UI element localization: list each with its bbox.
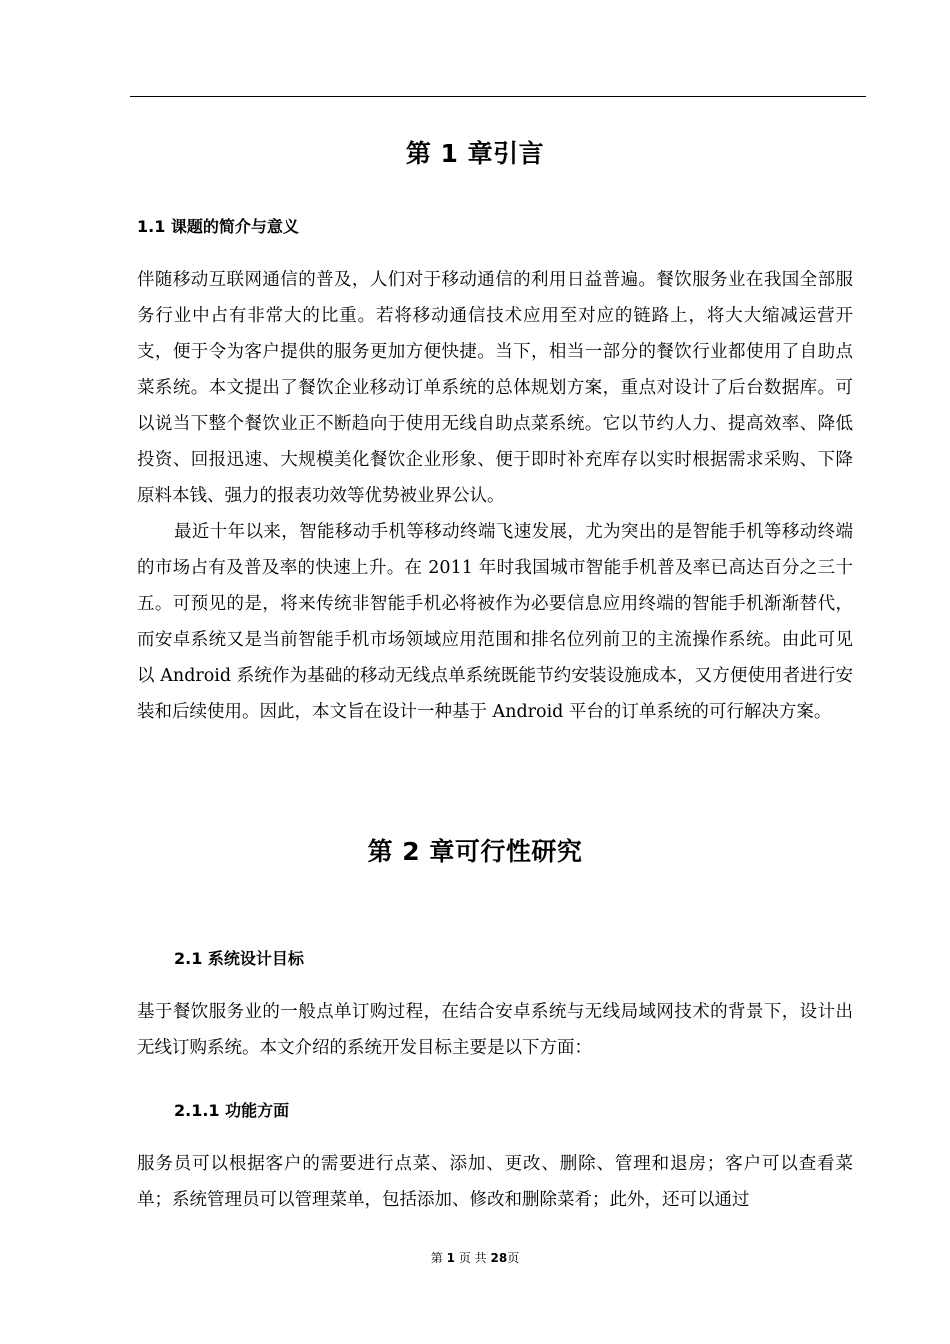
footer-suffix: 页: [507, 1251, 520, 1265]
section-2-1-1-heading: 2.1.1 功能方面: [174, 1101, 290, 1120]
footer-prefix: 第: [430, 1251, 443, 1265]
chapter-1-paragraph-1: 伴随移动互联网通信的普及，人们对于移动通信的利用日益普遍。餐饮服务业在我国全部服务行业中占有非常大的比重。若将移动通信技术应用至对应的链路上，将大大缩减运营开支，便于令为客户提供的服务更加方便快捷。当下，相当一部分的餐饮行业都使用了自助点菜系统。本文提出了餐饮企业移动订单系统的总体规划方案，重点对设计了后台数据库。可以说当下整个餐饮业正不断趋向于使用无线自助点菜系统。它以节约人力、提高效率、降低投资、回报迅速、大规模美化餐饮企业形象、便于即时补充库存以实时根据需求采购、下降原料本钱、强力的报表功效等优势被业界公认。: [137, 270, 853, 506]
section-1-1-heading: 1.1 课题的简介与意义: [137, 217, 299, 236]
chapter-2-title: 第 2 章可行性研究: [367, 837, 583, 866]
chapter-2-paragraph-2: 服务员可以根据客户的需要进行点菜、添加、更改、删除、管理和退房；客户可以查看菜单；系统管理员可以管理菜单，包括添加、修改和删除菜肴；此外，还可以通过: [137, 1154, 853, 1210]
header-rule: [130, 96, 866, 97]
page-footer: [0, 1249, 950, 1266]
chapter-1-title: 第 1 章引言: [405, 139, 545, 168]
footer-page-number: 1: [446, 1251, 455, 1265]
chapter-1-paragraph-2: 最近十年以来，智能移动手机等移动终端飞速发展，尤为突出的是智能手机等移动终端的市场占有及普及率的快速上升。在 2011 年时我国城市智能手机普及率已高达百分之三十五。可预见的是，将来传统非智能手机必将被作为必要信息应用终端的智能手机渐渐替代，而安卓系统又是当前智能手机市场领域应用范围和排名位列前卫的主流操作系统。由此可见以 Android 系统作为基础的移动无线点单系统既能节约安装设施成本，又方便使用者进行安装和后续使用。因此，本文旨在设计一种基于 Android 平台的订单系统的可行解决方案。: [137, 522, 853, 722]
chapter-2-paragraph-1: 基于餐饮服务业的一般点单订购过程，在结合安卓系统与无线局域网技术的背景下，设计出无线订购系统。本文介绍的系统开发目标主要是以下方面：: [137, 1002, 853, 1058]
section-2-1-heading: 2.1 系统设计目标: [174, 949, 304, 968]
footer-middle: 页 共: [458, 1251, 487, 1265]
footer-total-pages: 28: [490, 1251, 508, 1265]
